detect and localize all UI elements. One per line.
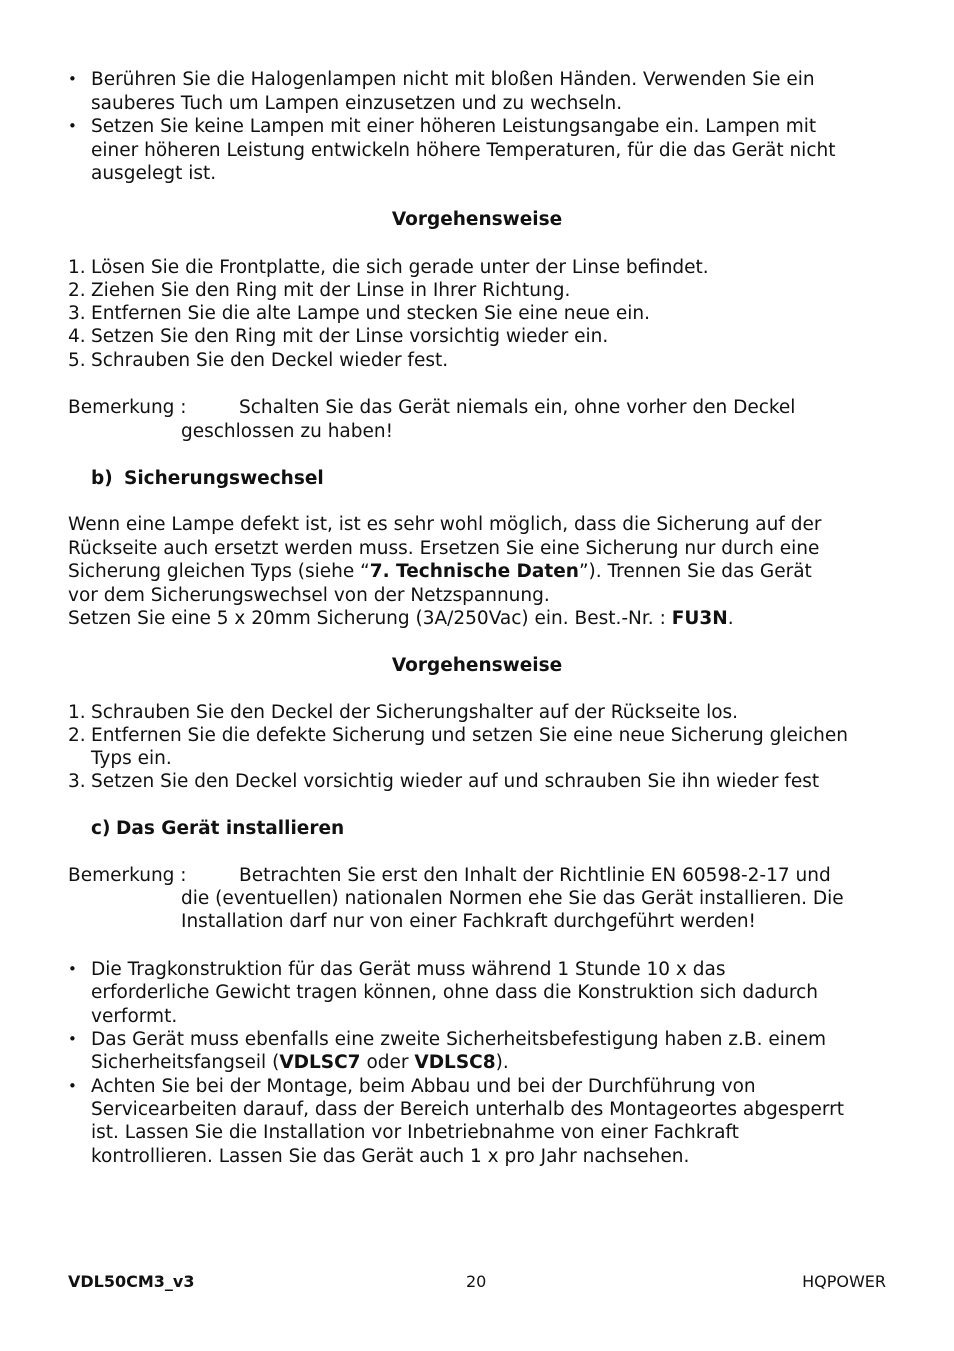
bullet-marker: • [68,1077,77,1095]
footer-brand: HQPOWER [802,1272,886,1291]
bullet-text: Servicearbeiten darauf, dass der Bereich unterhalb des Montageortes abgesperrt [91,1099,845,1120]
bullet-text: ausgelegt ist. [91,163,217,184]
step-number: 5. [68,350,86,371]
step-number: 1. [68,257,86,278]
bullet-text: Das Gerät muss ebenfalls eine zweite Sicherheitsbefestigung haben z.B. einem [91,1029,827,1050]
step-text: Schrauben Sie den Deckel wieder fest. [91,350,449,371]
bullet-text: einer höheren Leistung entwickeln höhere Temperaturen, für die das Gerät nicht [91,140,836,161]
note-text: geschlossen zu haben! [181,421,394,442]
bullet-marker: • [68,960,77,978]
step-number: 1. [68,702,86,723]
paragraph-line: Sicherung gleichen Typs (siehe “7. Technische Daten”). Trennen Sie das Gerät [68,561,812,582]
page-number: 20 [466,1272,487,1291]
bullet-text: ist. Lassen Sie die Installation vor Inbetriebnahme von einer Fachkraft [91,1122,739,1143]
step-text: Schrauben Sie den Deckel der Sicherungshalter auf der Rückseite los. [91,702,739,723]
note-label: Bemerkung : [68,865,187,886]
note-text: Installation darf nur von einer Fachkraft durchgeführt werden! [181,911,756,932]
paragraph-line: Setzen Sie eine 5 x 20mm Sicherung (3A/250Vac) ein. Best.-Nr. : FU3N. [68,608,734,629]
bullet-marker: • [68,70,77,88]
note-label: Bemerkung : [68,397,187,418]
product-code: VDLSC7 [279,1052,361,1073]
paragraph-line: vor dem Sicherungswechsel von der Netzspannung. [68,585,550,606]
paragraph-line: Wenn eine Lampe defekt ist, ist es sehr wohl möglich, dass die Sicherung auf der [68,514,822,535]
section-marker: b) [91,468,113,489]
bullet-marker: • [68,1030,77,1048]
bullet-text: erforderliche Gewicht tragen können, ohne dass die Konstruktion sich dadurch [91,982,819,1003]
note-text: Schalten Sie das Gerät niemals ein, ohne vorher den Deckel [239,397,796,418]
bullet-text: kontrollieren. Lassen Sie das Gerät auch 1 x pro Jahr nachsehen. [91,1146,690,1167]
note-text: Betrachten Sie erst den Inhalt der Richtlinie EN 60598-2-17 und [239,865,831,886]
section-title: Sicherungswechsel [124,468,324,489]
step-number: 3. [68,771,86,792]
step-number: 2. [68,280,86,301]
step-text: Typs ein. [91,748,172,769]
step-text: Entfernen Sie die defekte Sicherung und setzen Sie eine neue Sicherung gleichen [91,725,848,746]
step-text: Lösen Sie die Frontplatte, die sich gerade unter der Linse befindet. [91,257,709,278]
bullet-text: Berühren Sie die Halogenlampen nicht mit bloßen Händen. Verwenden Sie ein [91,69,815,90]
bullet-text: Sicherheitsfangseil (VDLSC7 oder VDLSC8). [91,1052,509,1073]
step-text: Entfernen Sie die alte Lampe und stecken Sie eine neue ein. [91,303,650,324]
step-text: Setzen Sie den Deckel vorsichtig wieder auf und schrauben Sie ihn wieder fest [91,771,820,792]
step-text: Setzen Sie den Ring mit der Linse vorsichtig wieder ein. [91,326,609,347]
step-number: 2. [68,725,86,746]
bullet-text: Setzen Sie keine Lampen mit einer höheren Leistungsangabe ein. Lampen mit [91,116,817,137]
step-number: 3. [68,303,86,324]
bullet-text: sauberes Tuch um Lampen einzusetzen und zu wechseln. [91,93,623,114]
order-number: FU3N [671,608,728,629]
bullet-text: Achten Sie bei der Montage, beim Abbau und bei der Durchführung von [91,1076,756,1097]
bullet-marker: • [68,117,77,135]
section-title: Das Gerät installieren [116,818,345,839]
section-reference: 7. Technische Daten [369,561,579,582]
section-marker: c) [91,818,111,839]
bullet-text: Die Tragkonstruktion für das Gerät muss während 1 Stunde 10 x das [91,959,726,980]
footer-model: VDL50CM3_v3 [68,1272,195,1291]
procedure-heading: Vorgehensweise [391,655,563,676]
step-number: 4. [68,326,86,347]
paragraph-line: Rückseite auch ersetzt werden muss. Ersetzen Sie eine Sicherung nur durch eine [68,538,820,559]
step-text: Ziehen Sie den Ring mit der Linse in Ihrer Richtung. [91,280,571,301]
bullet-text: verformt. [91,1006,178,1027]
note-text: die (eventuellen) nationalen Normen ehe Sie das Gerät installieren. Die [181,888,844,909]
product-code: VDLSC8 [414,1052,496,1073]
procedure-heading: Vorgehensweise [391,209,563,230]
